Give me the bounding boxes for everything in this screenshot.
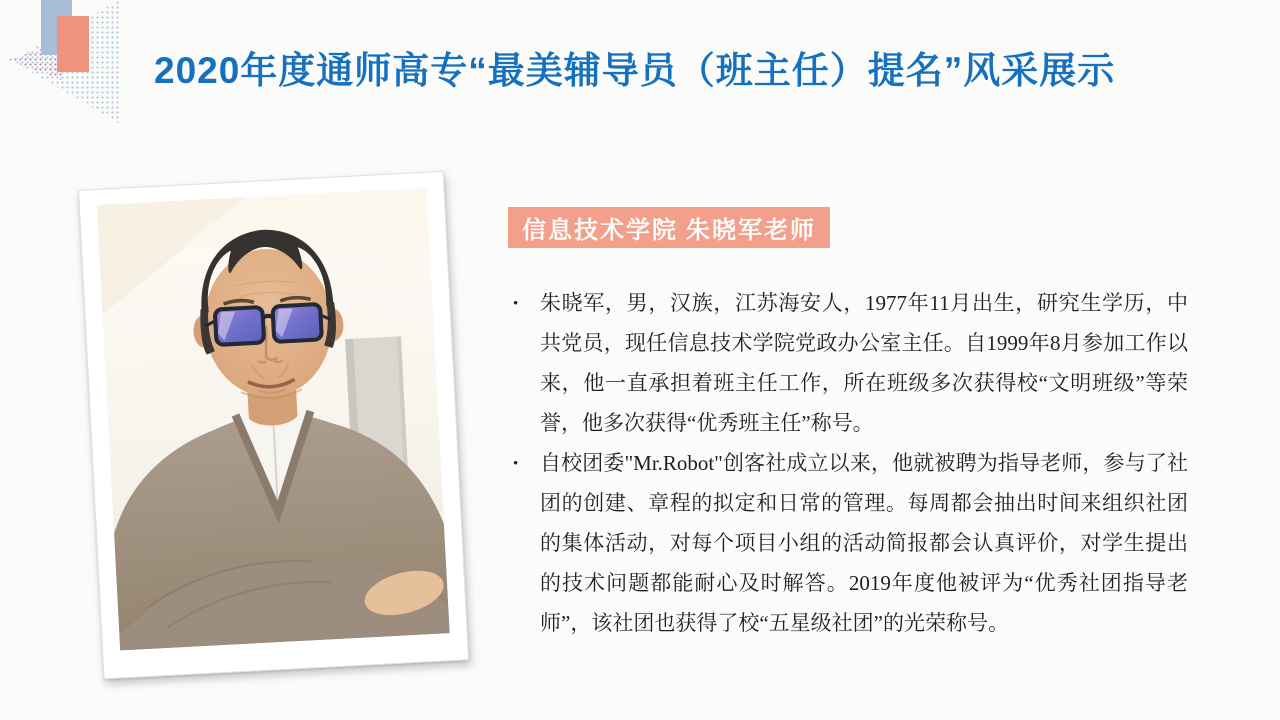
bio-bullet-1 bbox=[510, 283, 1188, 443]
photo-frame bbox=[78, 171, 469, 679]
salmon-rectangle-decoration bbox=[57, 16, 89, 72]
bio-bullet-2-text: 自校团委"Mr.Robot"创客社成立以来，他就被聘为指导老师，参与了社团的创建、章程的拟定和日常的管理。每周都会抽出时间来组织社团的集体活动，对每个项目小组的活动简报都会认真评价，对学生提出的技术问题都能耐心及时解答。2019年度他被评为“优秀社团指导老师”，该社团也获得了校“五星级社团”的光荣称号。 bbox=[540, 451, 1188, 635]
page-title: 2020年度通师高专“最美辅导员（班主任）提名”风采展示 bbox=[154, 50, 1116, 91]
bullet-marker: • bbox=[513, 456, 519, 472]
bullet-marker: • bbox=[513, 296, 519, 312]
teacher-photo bbox=[97, 188, 450, 651]
bio-bullet-2 bbox=[510, 443, 1188, 643]
teacher-portrait-illustration bbox=[97, 188, 450, 651]
bio-text-block bbox=[510, 283, 1188, 643]
bio-bullet-1-text: 朱晓军，男，汉族，江苏海安人，1977年11月出生，研究生学历，中共党员，现任信息技术学院党政办公室主任。自1999年8月参加工作以来，他一直承担着班主任工作，所在班级多次获得校“文明班级”等荣誉，他多次获得“优秀班主任”称号。 bbox=[540, 291, 1188, 435]
teacher-name-banner bbox=[508, 207, 830, 248]
teacher-name-label: 信息技术学院 朱晓军老师 bbox=[522, 218, 816, 244]
